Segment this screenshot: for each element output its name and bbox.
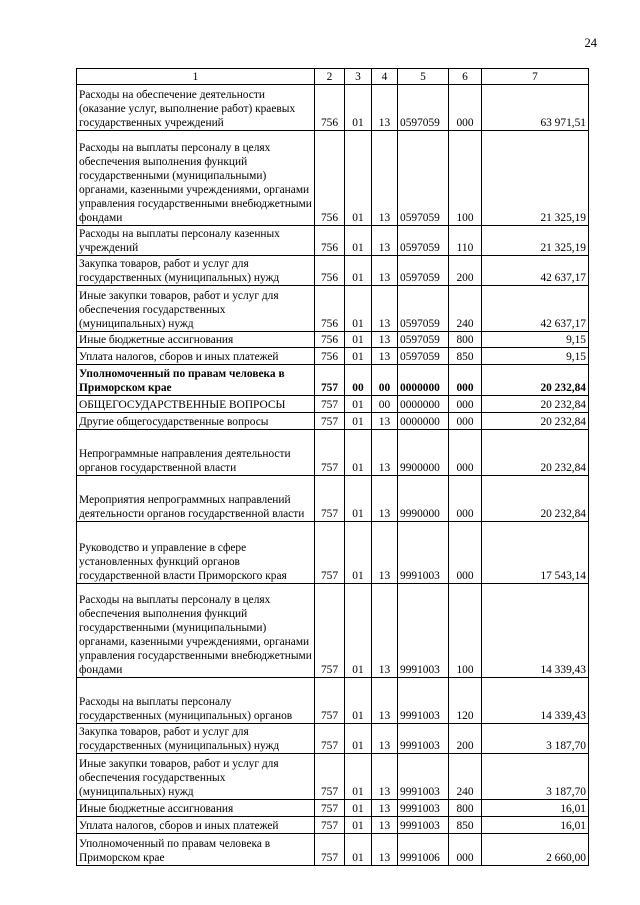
row-section: 01 (345, 396, 372, 413)
table-row (77, 724, 589, 754)
table-row (77, 817, 589, 834)
row-name: Руководство и управление в сфере установленных функций органов государственной власти Приморского края (77, 522, 315, 584)
row-subsection: 13 (372, 476, 398, 522)
row-expense-type: 800 (449, 332, 482, 348)
row-target-article: 9991003 (398, 800, 449, 817)
row-name: Уплата налогов, сборов и иных платежей (77, 348, 315, 365)
row-target-article: 9991003 (398, 522, 449, 584)
table-row (77, 678, 589, 724)
row-subsection: 13 (372, 413, 398, 430)
row-amount: 9,15 (482, 348, 589, 365)
row-amount: 14 339,43 (482, 678, 589, 724)
row-expense-type: 240 (449, 754, 482, 800)
row-section: 01 (345, 131, 372, 226)
row-section: 01 (345, 817, 372, 834)
row-section: 01 (345, 584, 372, 678)
header-cell-1: 1 (77, 69, 315, 85)
row-code: 757 (315, 754, 345, 800)
row-amount: 17 543,14 (482, 522, 589, 584)
table-row (77, 131, 589, 226)
row-code: 757 (315, 430, 345, 476)
row-amount: 20 232,84 (482, 476, 589, 522)
row-expense-type: 000 (449, 522, 482, 584)
row-amount: 16,01 (482, 800, 589, 817)
row-name: Расходы на выплаты персоналу государственных (муниципальных) органов (77, 678, 315, 724)
row-name: Закупка товаров, работ и услуг для государственных (муниципальных) нужд (77, 724, 315, 754)
row-target-article: 0000000 (398, 396, 449, 413)
row-code: 757 (315, 584, 345, 678)
row-code: 757 (315, 724, 345, 754)
header-cell-5: 5 (398, 69, 449, 85)
row-expense-type: 240 (449, 286, 482, 332)
row-subsection: 13 (372, 584, 398, 678)
row-subsection: 00 (372, 365, 398, 396)
table-row (77, 834, 589, 866)
row-subsection: 13 (372, 834, 398, 866)
row-section: 01 (345, 522, 372, 584)
row-subsection: 13 (372, 348, 398, 365)
row-subsection: 13 (372, 430, 398, 476)
row-target-article: 0000000 (398, 365, 449, 396)
row-expense-type: 000 (449, 413, 482, 430)
row-target-article: 9990000 (398, 476, 449, 522)
row-section: 01 (345, 286, 372, 332)
row-subsection: 13 (372, 256, 398, 286)
table-row (77, 800, 589, 817)
row-amount: 20 232,84 (482, 396, 589, 413)
row-code: 757 (315, 834, 345, 866)
row-amount: 20 232,84 (482, 365, 589, 396)
row-name: Иные закупки товаров, работ и услуг для обеспечения государственных (муниципальных) нужд (77, 754, 315, 800)
row-name: Уплата налогов, сборов и иных платежей (77, 817, 315, 834)
row-section: 01 (345, 85, 372, 131)
row-amount: 16,01 (482, 817, 589, 834)
row-amount: 14 339,43 (482, 584, 589, 678)
row-amount: 21 325,19 (482, 226, 589, 256)
row-section: 01 (345, 256, 372, 286)
header-cell-3: 3 (345, 69, 372, 85)
page-number: 24 (584, 36, 597, 50)
header-cell-6: 6 (449, 69, 482, 85)
row-code: 757 (315, 476, 345, 522)
row-subsection: 13 (372, 286, 398, 332)
row-code: 757 (315, 522, 345, 584)
row-code: 756 (315, 131, 345, 226)
header-cell-7: 7 (482, 69, 589, 85)
table-row (77, 256, 589, 286)
row-name: Уполномоченный по правам человека в Приморском крае (77, 365, 315, 396)
row-subsection: 13 (372, 678, 398, 724)
table-row (77, 584, 589, 678)
row-name: Расходы на выплаты персоналу казенных учреждений (77, 226, 315, 256)
row-expense-type: 000 (449, 85, 482, 131)
row-target-article: 0000000 (398, 413, 449, 430)
row-code: 757 (315, 365, 345, 396)
table-row (77, 365, 589, 396)
row-name: ОБЩЕГОСУДАРСТВЕННЫЕ ВОПРОСЫ (77, 396, 315, 413)
row-target-article: 0597059 (398, 85, 449, 131)
table-row (77, 522, 589, 584)
row-name: Расходы на выплаты персоналу в целях обеспечения выполнения функций государственными (муниципальными) органами, казенными учреждениями, органами управления государственными внебюджетными фондами (77, 131, 315, 226)
table-row (77, 430, 589, 476)
table-row (77, 85, 589, 131)
header-cell-2: 2 (315, 69, 345, 85)
row-target-article: 9900000 (398, 430, 449, 476)
row-section: 01 (345, 724, 372, 754)
row-amount: 2 660,00 (482, 834, 589, 866)
row-name: Иные закупки товаров, работ и услуг для обеспечения государственных (муниципальных) нужд (77, 286, 315, 332)
header-cell-4: 4 (372, 69, 398, 85)
row-name: Расходы на обеспечение деятельности (оказание услуг, выполнение работ) краевых государственных учреждений (77, 85, 315, 131)
row-section: 01 (345, 348, 372, 365)
row-code: 756 (315, 85, 345, 131)
row-subsection: 13 (372, 817, 398, 834)
row-code: 756 (315, 256, 345, 286)
row-amount: 3 187,70 (482, 754, 589, 800)
row-section: 01 (345, 413, 372, 430)
row-name: Иные бюджетные ассигнования (77, 332, 315, 348)
row-target-article: 9991003 (398, 817, 449, 834)
row-section: 01 (345, 800, 372, 817)
table-row (77, 754, 589, 800)
row-expense-type: 800 (449, 800, 482, 817)
row-target-article: 0597059 (398, 348, 449, 365)
row-expense-type: 000 (449, 476, 482, 522)
row-subsection: 13 (372, 522, 398, 584)
row-code: 757 (315, 413, 345, 430)
row-subsection: 13 (372, 332, 398, 348)
row-expense-type: 000 (449, 396, 482, 413)
row-subsection: 13 (372, 724, 398, 754)
row-code: 757 (315, 800, 345, 817)
row-expense-type: 200 (449, 724, 482, 754)
row-target-article: 9991003 (398, 724, 449, 754)
row-code: 757 (315, 817, 345, 834)
row-amount: 20 232,84 (482, 430, 589, 476)
table-row (77, 332, 589, 348)
row-code: 756 (315, 348, 345, 365)
row-expense-type: 100 (449, 584, 482, 678)
row-target-article: 0597059 (398, 226, 449, 256)
row-expense-type: 110 (449, 226, 482, 256)
row-expense-type: 100 (449, 131, 482, 226)
row-name: Закупка товаров, работ и услуг для государственных (муниципальных) нужд (77, 256, 315, 286)
row-amount: 63 971,51 (482, 85, 589, 131)
row-expense-type: 000 (449, 834, 482, 866)
row-subsection: 13 (372, 754, 398, 800)
table-row (77, 413, 589, 430)
row-target-article: 9991003 (398, 584, 449, 678)
row-section: 00 (345, 365, 372, 396)
table-row (77, 226, 589, 256)
row-name: Другие общегосударственные вопросы (77, 413, 315, 430)
row-target-article: 0597059 (398, 256, 449, 286)
header-row (77, 69, 589, 85)
row-name: Расходы на выплаты персоналу в целях обеспечения выполнения функций государственными (муниципальными) органами, казенными учреждениями, органами управления государственными внебюджетными фондами (77, 584, 315, 678)
row-section: 01 (345, 754, 372, 800)
row-subsection: 13 (372, 800, 398, 817)
row-subsection: 13 (372, 226, 398, 256)
row-amount: 42 637,17 (482, 256, 589, 286)
budget-table (76, 68, 589, 866)
row-amount: 3 187,70 (482, 724, 589, 754)
table-row (77, 348, 589, 365)
row-name: Уполномоченный по правам человека в Приморском крае (77, 834, 315, 866)
row-code: 757 (315, 678, 345, 724)
row-section: 01 (345, 834, 372, 866)
row-expense-type: 200 (449, 256, 482, 286)
row-name: Непрограммные направления деятельности органов государственной власти (77, 430, 315, 476)
row-name: Иные бюджетные ассигнования (77, 800, 315, 817)
row-expense-type: 850 (449, 817, 482, 834)
row-expense-type: 120 (449, 678, 482, 724)
table-row (77, 476, 589, 522)
row-target-article: 0597059 (398, 332, 449, 348)
row-target-article: 9991003 (398, 754, 449, 800)
row-target-article: 9991006 (398, 834, 449, 866)
row-target-article: 9991003 (398, 678, 449, 724)
row-section: 01 (345, 226, 372, 256)
row-expense-type: 000 (449, 365, 482, 396)
row-name: Мероприятия непрограммных направлений деятельности органов государственной власти (77, 476, 315, 522)
table-row (77, 286, 589, 332)
row-expense-type: 850 (449, 348, 482, 365)
row-code: 757 (315, 396, 345, 413)
row-amount: 21 325,19 (482, 131, 589, 226)
row-section: 01 (345, 476, 372, 522)
row-subsection: 00 (372, 396, 398, 413)
row-code: 756 (315, 286, 345, 332)
row-expense-type: 000 (449, 430, 482, 476)
row-subsection: 13 (372, 85, 398, 131)
row-target-article: 0597059 (398, 131, 449, 226)
row-amount: 20 232,84 (482, 413, 589, 430)
row-amount: 42 637,17 (482, 286, 589, 332)
row-code: 756 (315, 226, 345, 256)
row-code: 756 (315, 332, 345, 348)
row-section: 01 (345, 678, 372, 724)
table-row (77, 396, 589, 413)
row-section: 01 (345, 332, 372, 348)
row-section: 01 (345, 430, 372, 476)
row-amount: 9,15 (482, 332, 589, 348)
row-target-article: 0597059 (398, 286, 449, 332)
row-subsection: 13 (372, 131, 398, 226)
